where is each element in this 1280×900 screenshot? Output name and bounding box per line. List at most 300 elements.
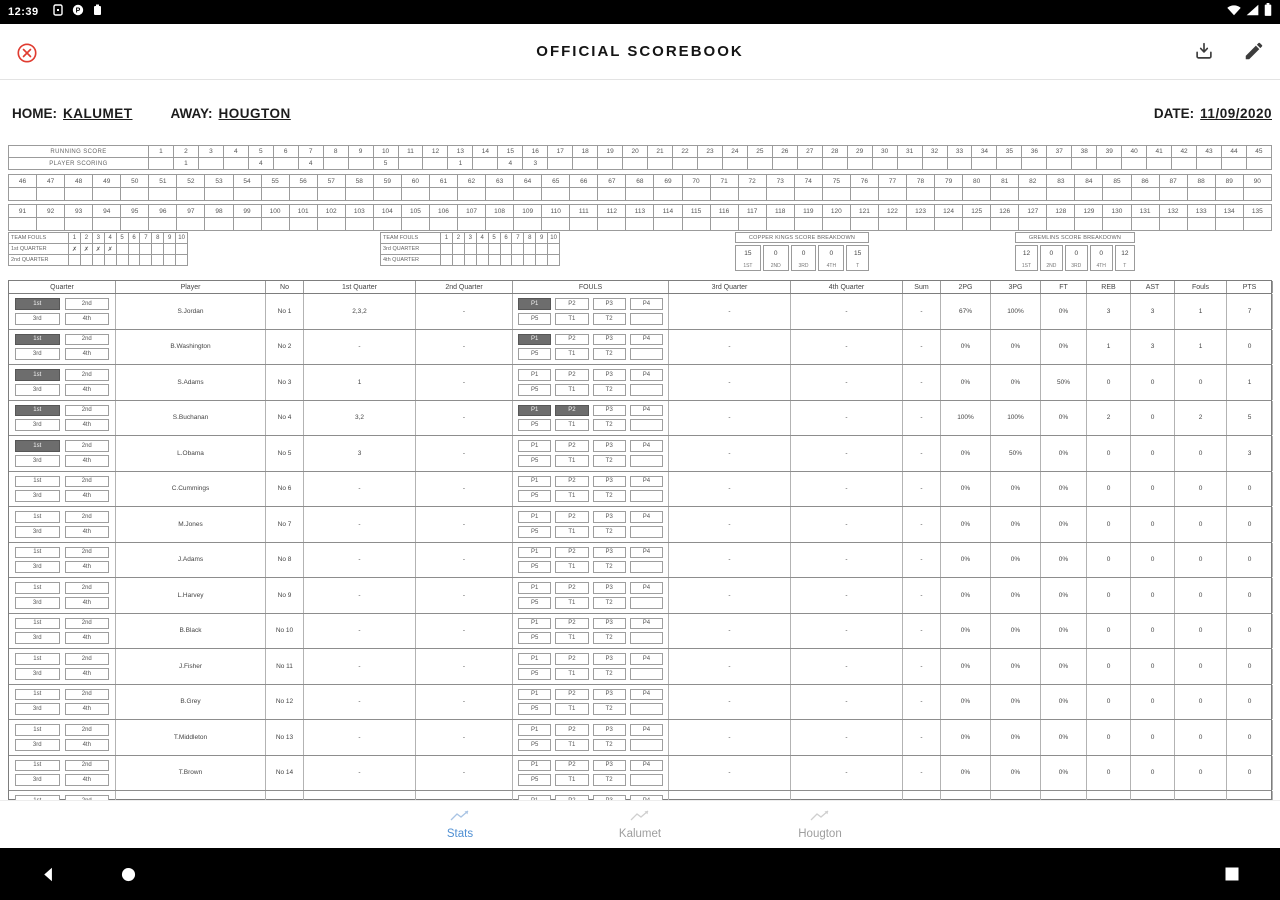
q3-score: - xyxy=(669,365,791,400)
team-foul-mark-cell: ✗ xyxy=(81,244,93,255)
quarter-box: 1st xyxy=(15,476,60,488)
running-score-blank xyxy=(9,188,37,201)
quarter-box: 1st xyxy=(15,511,60,523)
running-score-number: 54 xyxy=(234,175,262,188)
quarter-cell xyxy=(9,685,116,720)
player-row xyxy=(9,543,1271,579)
player-number: No 7 xyxy=(266,507,304,542)
fg2-pct: 0% xyxy=(941,472,991,507)
ft-pct: 0% xyxy=(1041,685,1087,720)
running-score-number: 68 xyxy=(626,175,654,188)
tab-label: Hougton xyxy=(798,828,842,840)
running-score-blank xyxy=(1132,188,1160,201)
running-score-number: 25 xyxy=(748,146,773,158)
player-row xyxy=(9,614,1271,650)
quarter-box: 3rd xyxy=(15,703,60,715)
away-score-breakdown xyxy=(1015,232,1135,271)
running-score-number: 127 xyxy=(1019,205,1047,218)
quarter-box: 2nd xyxy=(65,440,110,452)
foul-box: P5 xyxy=(518,419,551,431)
fouls-count: 0 xyxy=(1175,649,1227,684)
fg2-pct: 0% xyxy=(941,720,991,755)
stats-col-header: 1st Quarter xyxy=(304,281,416,293)
stats-col-header: Sum xyxy=(903,281,941,293)
q3-score: - xyxy=(669,294,791,329)
breakdown-value: 12 xyxy=(1022,250,1031,257)
running-score-number: 60 xyxy=(402,175,430,188)
running-score-blank xyxy=(318,218,346,231)
quarter-box: 4th xyxy=(65,668,110,680)
tab-kalumet[interactable] xyxy=(585,809,695,840)
running-score-number: 90 xyxy=(1244,175,1272,188)
foul-box: P4 xyxy=(630,618,663,630)
q2-score: - xyxy=(416,436,513,471)
q2-score: - xyxy=(416,720,513,755)
player-row xyxy=(9,720,1271,756)
running-score-section xyxy=(8,145,1272,231)
running-score-blank xyxy=(234,188,262,201)
edit-button[interactable] xyxy=(1242,40,1266,64)
fouls-cell xyxy=(513,614,669,649)
running-score-number: 19 xyxy=(598,146,623,158)
player-scoring-mark xyxy=(1097,158,1122,170)
rebounds: 0 xyxy=(1087,756,1131,791)
page-title: OFFICIAL SCOREBOOK xyxy=(536,43,744,60)
player-scoring-mark xyxy=(199,158,224,170)
points: 0 xyxy=(1227,685,1273,720)
player-scoring-mark: 3 xyxy=(523,158,548,170)
player-name: L.Harvey xyxy=(116,578,266,613)
player-name: L.Obama xyxy=(116,436,266,471)
q1-score: - xyxy=(304,756,416,791)
fg3-pct: 0% xyxy=(991,756,1041,791)
assists: 0 xyxy=(1131,543,1175,578)
tab-stats[interactable] xyxy=(405,809,515,840)
q1-score: - xyxy=(304,720,416,755)
foul-box: T2 xyxy=(593,490,626,502)
running-score-blank xyxy=(37,218,65,231)
fouls-cell xyxy=(513,294,669,329)
q2-score: - xyxy=(416,401,513,436)
running-score-number: 86 xyxy=(1132,175,1160,188)
quarter-box: 2nd xyxy=(65,476,110,488)
quarter-box: 4th xyxy=(65,739,110,751)
stats-col-header: REB xyxy=(1087,281,1131,293)
foul-box: P5 xyxy=(518,313,551,325)
team-foul-mark-cell xyxy=(489,255,501,266)
q1-score: 3 xyxy=(304,436,416,471)
running-score-blank xyxy=(963,188,991,201)
fg2-pct: 0% xyxy=(941,507,991,542)
running-score-number: 45 xyxy=(1247,146,1272,158)
player-name: S.Buchanan xyxy=(116,401,266,436)
fouls-count: 0 xyxy=(1175,507,1227,542)
foul-box: P2 xyxy=(555,582,588,594)
player-name: S.Jordan xyxy=(116,294,266,329)
running-score-blank xyxy=(121,218,149,231)
quarter-box: 1st xyxy=(15,582,60,594)
running-score-number: 71 xyxy=(711,175,739,188)
breakdown-value: 15 xyxy=(854,250,862,257)
back-icon[interactable] xyxy=(22,848,74,900)
q1-score: 3,2 xyxy=(304,401,416,436)
quarter-box: 2nd xyxy=(65,724,110,736)
player-scoring-mark: 1 xyxy=(448,158,473,170)
quarter-cell xyxy=(9,578,116,613)
quarter-box: 3rd xyxy=(15,668,60,680)
sum-cell: - xyxy=(903,436,941,471)
points: 1 xyxy=(1227,365,1273,400)
team-foul-mark-cell xyxy=(129,255,141,266)
player-number: No 8 xyxy=(266,543,304,578)
player-scoring-mark xyxy=(923,158,948,170)
running-score-blank xyxy=(570,218,598,231)
foul-box: P2 xyxy=(555,405,588,417)
quarter-box: 4th xyxy=(65,313,110,325)
running-score-number: 129 xyxy=(1075,205,1103,218)
foul-box: P4 xyxy=(630,476,663,488)
running-score-blank xyxy=(991,188,1019,201)
player-scoring-mark: 5 xyxy=(374,158,399,170)
sum-cell: - xyxy=(903,401,941,436)
team-foul-mark-cell xyxy=(105,255,117,266)
sum-cell: - xyxy=(903,365,941,400)
running-score-number: 116 xyxy=(711,205,739,218)
quarter-box: 4th xyxy=(65,384,110,396)
player-number: No 13 xyxy=(266,720,304,755)
tab-hougton[interactable] xyxy=(765,809,875,840)
foul-box: P4 xyxy=(630,511,663,523)
points: 3 xyxy=(1227,436,1273,471)
team-foul-mark-cell xyxy=(117,244,129,255)
q3-score: - xyxy=(669,756,791,791)
assists: 0 xyxy=(1131,614,1175,649)
team-foul-mark-cell xyxy=(164,255,176,266)
ft-pct: 0% xyxy=(1041,507,1087,542)
q1-score: - xyxy=(304,578,416,613)
quarter-cell xyxy=(9,436,116,471)
sum-cell: - xyxy=(903,756,941,791)
running-score-number: 91 xyxy=(9,205,37,218)
running-score-blank xyxy=(205,218,233,231)
q1-score: - xyxy=(304,614,416,649)
sum-cell: - xyxy=(903,330,941,365)
player-scoring-mark xyxy=(224,158,249,170)
quarter-box: 4th xyxy=(65,632,110,644)
player-scoring-mark xyxy=(1172,158,1197,170)
team-foul-mark-cell xyxy=(129,244,141,255)
running-score-number: 56 xyxy=(290,175,318,188)
team-fouls-number: 8 xyxy=(524,233,536,244)
player-scoring-mark xyxy=(898,158,923,170)
player-scoring-mark xyxy=(1147,158,1172,170)
running-score-blank xyxy=(430,218,458,231)
rebounds: 2 xyxy=(1087,401,1131,436)
q1-score: - xyxy=(304,472,416,507)
foul-box: T2 xyxy=(593,313,626,325)
date-field[interactable]: 11/09/2020 xyxy=(1200,106,1272,121)
team-fouls-number: 10 xyxy=(548,233,560,244)
running-score-number: 133 xyxy=(1188,205,1216,218)
running-score-number: 47 xyxy=(37,175,65,188)
running-score-blank xyxy=(346,218,374,231)
quarter-box: 2nd xyxy=(65,760,110,772)
foul-box xyxy=(630,526,663,538)
quarter-row-label: 3rd QUARTER xyxy=(381,244,441,255)
running-score-number: 82 xyxy=(1019,175,1047,188)
home-team-field[interactable]: KALUMET xyxy=(63,106,133,121)
quarter-cell xyxy=(9,720,116,755)
quarter-box: 4th xyxy=(65,490,110,502)
running-score-number: 32 xyxy=(923,146,948,158)
foul-box: P3 xyxy=(593,334,626,346)
fg2-pct: 0% xyxy=(941,543,991,578)
running-score-blank xyxy=(37,188,65,201)
foul-box: T1 xyxy=(555,668,588,680)
quarter-box: 2nd xyxy=(65,405,110,417)
running-score-number: 57 xyxy=(318,175,346,188)
q2-score: - xyxy=(416,756,513,791)
fg2-pct: 0% xyxy=(941,685,991,720)
player-scoring-mark xyxy=(1047,158,1072,170)
foul-box: P1 xyxy=(518,618,551,630)
breakdown-value: 0 xyxy=(829,250,834,257)
running-score-blank xyxy=(374,188,402,201)
running-score-blank xyxy=(963,218,991,231)
quarter-cell xyxy=(9,507,116,542)
running-score-blank xyxy=(795,188,823,201)
running-score-number: 121 xyxy=(851,205,879,218)
rebounds: 0 xyxy=(1087,365,1131,400)
breakdown-period-label: 4TH xyxy=(826,262,837,269)
team-foul-mark-cell xyxy=(477,244,489,255)
notification-icon-2 xyxy=(72,3,84,21)
running-score-blank xyxy=(93,188,121,201)
ft-pct: 0% xyxy=(1041,543,1087,578)
q2-score: - xyxy=(416,543,513,578)
quarter-box: 3rd xyxy=(15,561,60,573)
assists: 0 xyxy=(1131,472,1175,507)
q3-score: - xyxy=(669,507,791,542)
fouls-cell xyxy=(513,543,669,578)
team-fouls-label: TEAM FOULS xyxy=(381,233,441,244)
team-fouls-label: TEAM FOULS xyxy=(9,233,69,244)
fouls-count: 0 xyxy=(1175,614,1227,649)
foul-box: T2 xyxy=(593,526,626,538)
quarter-box: 3rd xyxy=(15,455,60,467)
running-score-number: 128 xyxy=(1047,205,1075,218)
fg2-pct: 67% xyxy=(941,294,991,329)
team-foul-mark-cell xyxy=(453,255,465,266)
player-name: S.Adams xyxy=(116,365,266,400)
rebounds: 0 xyxy=(1087,685,1131,720)
running-score-blank xyxy=(1103,218,1131,231)
quarter-row-label: 1st QUARTER xyxy=(9,244,69,255)
stats-col-header: FT xyxy=(1041,281,1087,293)
running-score-number: 29 xyxy=(848,146,873,158)
quarter-box: 4th xyxy=(65,703,110,715)
running-score-number: 12 xyxy=(423,146,448,158)
foul-box: P4 xyxy=(630,369,663,381)
foul-box: T1 xyxy=(555,490,588,502)
quarter-cell xyxy=(9,649,116,684)
quarter-box: 1st xyxy=(15,298,60,310)
quarter-box: 4th xyxy=(65,455,110,467)
running-score-number: 7 xyxy=(299,146,324,158)
running-score-blank xyxy=(1160,188,1188,201)
q1-score: - xyxy=(304,507,416,542)
notification-icon-1 xyxy=(53,3,63,21)
assists: 0 xyxy=(1131,436,1175,471)
running-score-number: 105 xyxy=(402,205,430,218)
foul-box: P1 xyxy=(518,653,551,665)
breakdown-column xyxy=(1115,245,1135,271)
running-score-number: 135 xyxy=(1244,205,1272,218)
player-number: No 1 xyxy=(266,294,304,329)
running-score-number: 14 xyxy=(473,146,498,158)
running-score-blank xyxy=(486,218,514,231)
ft-pct: 0% xyxy=(1041,756,1087,791)
points: 0 xyxy=(1227,649,1273,684)
fg3-pct: 50% xyxy=(991,436,1041,471)
team-foul-mark-cell xyxy=(501,244,513,255)
running-score-number: 33 xyxy=(948,146,973,158)
q3-score: - xyxy=(669,578,791,613)
points: 7 xyxy=(1227,294,1273,329)
foul-box: P3 xyxy=(593,511,626,523)
foul-box: P5 xyxy=(518,668,551,680)
running-score-blank xyxy=(1019,188,1047,201)
running-score-band-1 xyxy=(8,145,1272,170)
rebounds: 0 xyxy=(1087,649,1131,684)
breakdown-value: 0 xyxy=(1074,250,1079,257)
quarter-box: 4th xyxy=(65,348,110,360)
stats-col-header: PTS xyxy=(1227,281,1273,293)
foul-box: T2 xyxy=(593,419,626,431)
quarter-cell xyxy=(9,756,116,791)
foul-box: P4 xyxy=(630,689,663,701)
player-row xyxy=(9,436,1271,472)
q1-score: 2,3,2 xyxy=(304,294,416,329)
foul-box: P4 xyxy=(630,724,663,736)
fg3-pct: 0% xyxy=(991,720,1041,755)
assists: 0 xyxy=(1131,578,1175,613)
sum-cell: - xyxy=(903,720,941,755)
foul-box: P3 xyxy=(593,653,626,665)
assists: 0 xyxy=(1131,649,1175,684)
ft-pct: 0% xyxy=(1041,401,1087,436)
notification-icon-3 xyxy=(93,3,102,21)
player-name: J.Fisher xyxy=(116,649,266,684)
team-fouls-number: 6 xyxy=(129,233,141,244)
running-score-blank xyxy=(823,218,851,231)
running-score-number: 16 xyxy=(523,146,548,158)
running-score-blank xyxy=(262,188,290,201)
q3-score: - xyxy=(669,401,791,436)
breakdown-period-label: 2ND xyxy=(1046,262,1057,269)
fg2-pct: 0% xyxy=(941,578,991,613)
team-foul-mark-cell xyxy=(152,255,164,266)
running-score-number: 103 xyxy=(346,205,374,218)
q1-score: - xyxy=(304,543,416,578)
running-score-blank xyxy=(1244,218,1272,231)
running-score-number: 53 xyxy=(205,175,233,188)
running-score-number: 114 xyxy=(654,205,682,218)
running-score-number: 1 xyxy=(149,146,174,158)
team-foul-mark-cell xyxy=(441,255,453,266)
running-score-number: 34 xyxy=(972,146,997,158)
fouls-count: 0 xyxy=(1175,720,1227,755)
trend-icon xyxy=(629,809,651,827)
running-score-number: 110 xyxy=(542,205,570,218)
fouls-cell xyxy=(513,365,669,400)
foul-box: T2 xyxy=(593,739,626,751)
running-score-blank xyxy=(65,218,93,231)
player-number: No 10 xyxy=(266,614,304,649)
q3-score: - xyxy=(669,685,791,720)
player-scoring-mark: 4 xyxy=(498,158,523,170)
foul-box xyxy=(630,313,663,325)
foul-box: P5 xyxy=(518,739,551,751)
team-foul-mark-cell xyxy=(512,255,524,266)
q4-score: - xyxy=(791,472,903,507)
fouls-cell xyxy=(513,507,669,542)
foul-box: P5 xyxy=(518,490,551,502)
quarter-box: 4th xyxy=(65,774,110,786)
running-score-number: 115 xyxy=(683,205,711,218)
foul-box: P4 xyxy=(630,298,663,310)
foul-box: T2 xyxy=(593,703,626,715)
team-foul-mark-cell: ✗ xyxy=(69,244,81,255)
svg-text:P: P xyxy=(75,7,80,15)
rebounds: 0 xyxy=(1087,720,1131,755)
player-row xyxy=(9,365,1271,401)
quarter-row-label: 2nd QUARTER xyxy=(9,255,69,266)
q1-score: - xyxy=(304,685,416,720)
running-score-blank xyxy=(654,188,682,201)
foul-box: T2 xyxy=(593,348,626,360)
foul-box: P3 xyxy=(593,440,626,452)
download-button[interactable] xyxy=(1192,40,1216,64)
foul-box: T1 xyxy=(555,313,588,325)
running-score-number: 63 xyxy=(486,175,514,188)
player-number: No 4 xyxy=(266,401,304,436)
player-row xyxy=(9,685,1271,721)
quarter-box: 1st xyxy=(15,618,60,630)
team-fouls-away xyxy=(380,232,560,266)
recents-icon[interactable] xyxy=(1206,848,1258,900)
running-score-number: 13 xyxy=(448,146,473,158)
running-score-number: 112 xyxy=(598,205,626,218)
foul-box: P1 xyxy=(518,511,551,523)
foul-box: P1 xyxy=(518,582,551,594)
running-score-number: 43 xyxy=(1197,146,1222,158)
running-score-number: 61 xyxy=(430,175,458,188)
quarter-row-label: 4th QUARTER xyxy=(381,255,441,266)
running-score-number: 107 xyxy=(458,205,486,218)
assists: 3 xyxy=(1131,330,1175,365)
q2-score: - xyxy=(416,294,513,329)
foul-box: P5 xyxy=(518,348,551,360)
q3-score: - xyxy=(669,330,791,365)
fouls-cell xyxy=(513,330,669,365)
home-icon[interactable] xyxy=(102,848,154,900)
away-team-field[interactable]: HOUGTON xyxy=(218,106,291,121)
sum-cell: - xyxy=(903,685,941,720)
fouls-cell xyxy=(513,720,669,755)
quarter-box: 2nd xyxy=(65,547,110,559)
foul-box: P3 xyxy=(593,618,626,630)
